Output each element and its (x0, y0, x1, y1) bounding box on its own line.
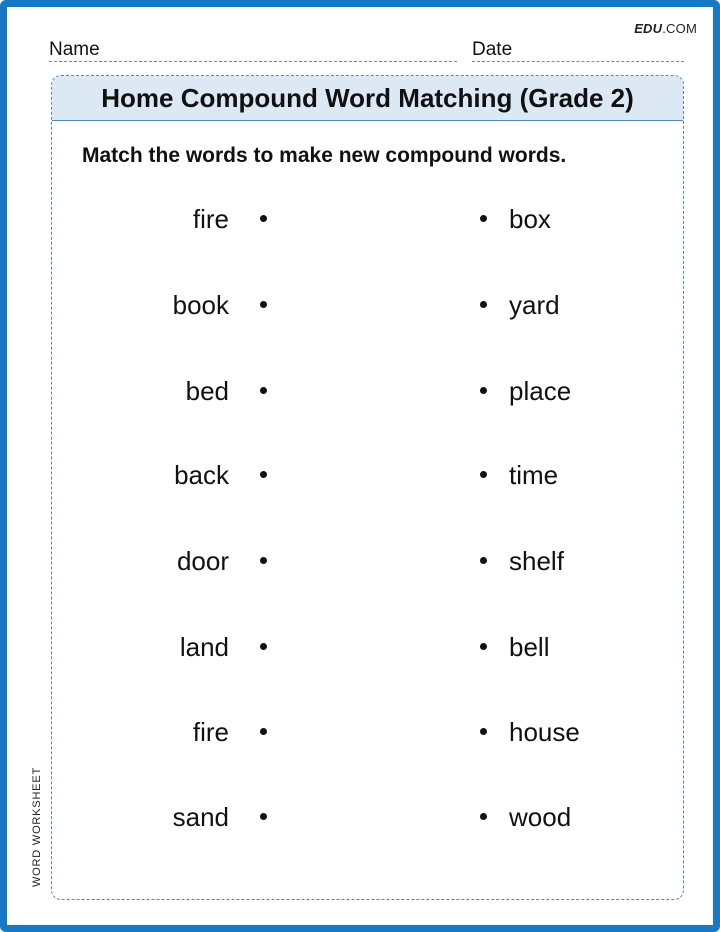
left-dot[interactable] (260, 557, 267, 564)
right-word: shelf (509, 546, 564, 576)
left-word: book (172, 290, 229, 320)
left-dot[interactable] (260, 301, 267, 308)
right-dot[interactable] (480, 471, 487, 478)
right-dot[interactable] (480, 215, 487, 222)
left-word: door (176, 546, 229, 576)
left-word: fire (192, 204, 229, 234)
right-word: time (509, 460, 559, 490)
left-word: back (174, 460, 229, 490)
right-word: place (509, 376, 572, 406)
right-dot[interactable] (480, 813, 487, 820)
side-label: WORD WORKSHEET (31, 767, 43, 887)
right-word: bell (509, 632, 550, 662)
worksheet-panel (51, 75, 684, 900)
right-word: house (509, 717, 580, 747)
right-dot[interactable] (480, 643, 487, 650)
left-dot[interactable] (260, 387, 267, 394)
right-word: yard (509, 290, 560, 320)
instruction-text: Match the words to make new compound words. (82, 144, 567, 167)
match-row (52, 374, 684, 408)
brand-logo: EDU.COM (634, 21, 697, 36)
right-word: box (509, 204, 551, 234)
right-dot[interactable] (480, 387, 487, 394)
left-word: sand (172, 802, 229, 832)
left-word: fire (192, 717, 229, 747)
match-row (52, 458, 684, 492)
date-label: Date (472, 39, 513, 60)
left-dot[interactable] (260, 813, 267, 820)
left-word: bed (185, 376, 229, 406)
match-row (52, 630, 684, 664)
worksheet-title: Home Compound Word Matching (Grade 2) (52, 76, 683, 121)
left-dot[interactable] (260, 728, 267, 735)
match-row (52, 800, 684, 834)
right-dot[interactable] (480, 301, 487, 308)
match-row (52, 715, 684, 749)
name-field[interactable] (49, 39, 457, 62)
left-dot[interactable] (260, 643, 267, 650)
left-word: land (179, 632, 229, 662)
right-dot[interactable] (480, 728, 487, 735)
match-row (52, 544, 684, 578)
left-dot[interactable] (260, 471, 267, 478)
match-row (52, 288, 684, 322)
right-word: wood (509, 802, 572, 832)
match-row (52, 202, 684, 236)
left-dot[interactable] (260, 215, 267, 222)
right-dot[interactable] (480, 557, 487, 564)
name-label: Name (49, 39, 100, 60)
date-field[interactable] (472, 39, 684, 62)
